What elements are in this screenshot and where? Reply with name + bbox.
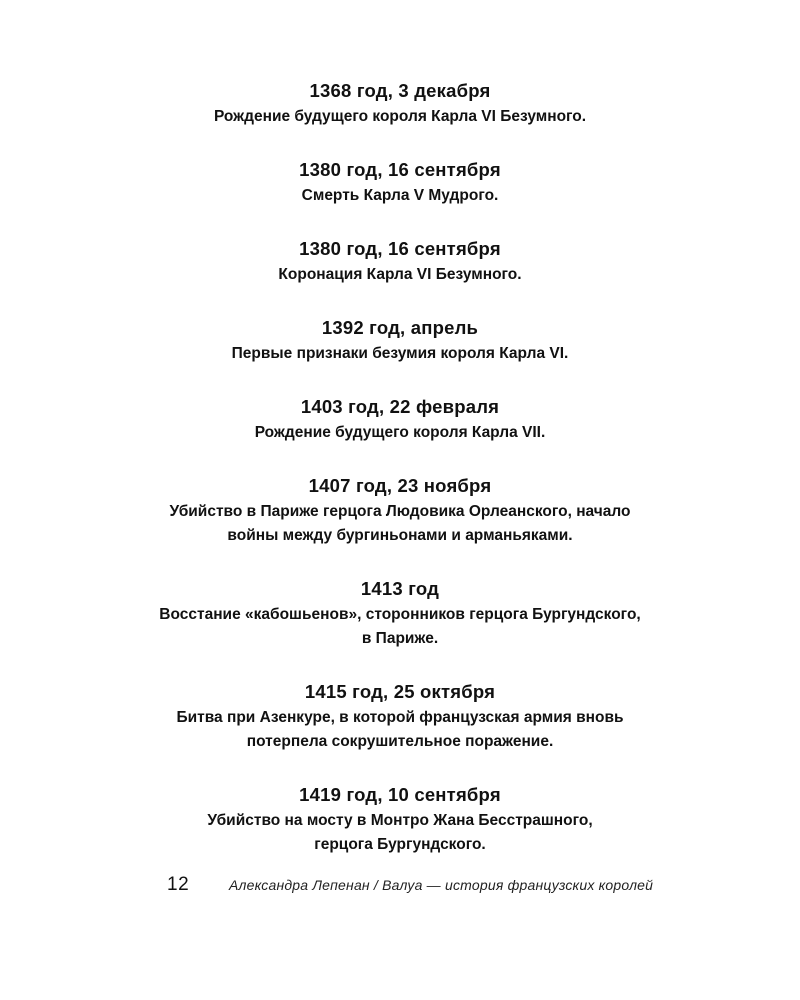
timeline-entry [0, 79, 800, 129]
entry-date: 1419 год, 10 сентября [299, 784, 501, 805]
entry-description-line: Убийство на мосту в Монтро Жана Бесстрашного, [207, 812, 593, 829]
entry-description-line: Битва при Азенкуре, в которой французская армия вновь [176, 709, 624, 726]
entry-description [0, 706, 800, 754]
entry-date: 1413 год [360, 578, 440, 599]
entry-description [0, 184, 800, 208]
entry-description-line: Рождение будущего короля Карла VI Безумного. [213, 108, 587, 125]
running-title: Александра Лепенан / Валуа — история французских королей [229, 877, 654, 893]
entry-description [0, 263, 800, 287]
timeline-entry [0, 474, 800, 548]
entry-description-line: Убийство в Париже герцога Людовика Орлеанского, начало [169, 503, 631, 520]
entry-date: 1392 год, апрель [321, 317, 479, 338]
entry-description-line: Восстание «кабошьенов», сторонников герцога Бургундского, [159, 606, 641, 623]
entry-date: 1380 год, 16 сентября [299, 159, 501, 180]
entry-description [0, 105, 800, 129]
entry-description-line: Первые признаки безумия короля Карла VI. [231, 345, 569, 362]
timeline [0, 79, 800, 886]
timeline-entry [0, 158, 800, 208]
entry-description-line: войны между бургиньонами и арманьяками. [227, 527, 573, 544]
entry-date: 1368 год, 3 декабря [309, 80, 491, 101]
entry-date: 1380 год, 16 сентября [299, 238, 501, 259]
entry-description [0, 603, 800, 651]
page-number: 12 [167, 874, 190, 895]
timeline-entry [0, 783, 800, 857]
entry-description [0, 342, 800, 366]
entry-description-line: в Париже. [361, 630, 439, 647]
entry-description-line: Смерть Карла V Мудрого. [301, 187, 499, 204]
entry-date: 1403 год, 22 февраля [300, 396, 500, 417]
timeline-entry [0, 395, 800, 445]
entry-date: 1415 год, 25 октября [304, 681, 496, 702]
entry-description [0, 421, 800, 445]
entry-description-line: Рождение будущего короля Карла VII. [254, 424, 546, 441]
entry-description-line: Коронация Карла VI Безумного. [278, 266, 522, 283]
entry-description [0, 809, 800, 857]
entry-description-line: герцога Бургундского. [314, 836, 486, 853]
timeline-entry [0, 680, 800, 754]
timeline-entry [0, 237, 800, 287]
entry-date: 1407 год, 23 ноября [308, 475, 492, 496]
timeline-entry [0, 316, 800, 366]
timeline-entry [0, 577, 800, 651]
entry-description [0, 500, 800, 548]
page-footer [0, 874, 800, 898]
entry-description-line: потерпела сокрушительное поражение. [246, 733, 554, 750]
